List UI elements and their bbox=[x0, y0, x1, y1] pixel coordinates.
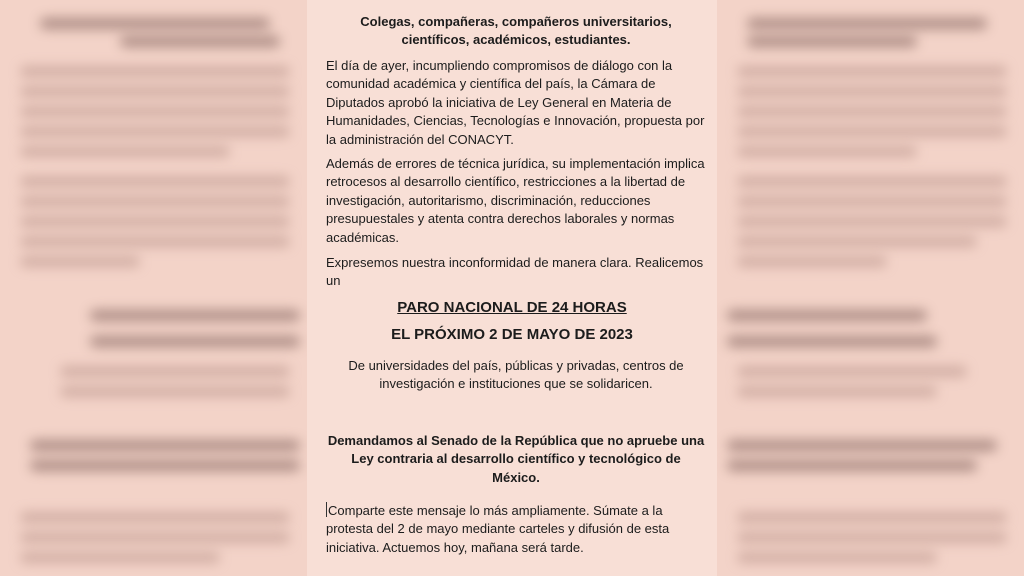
paragraph-criticism: Además de errores de técnica jurídica, su implementación implica retrocesos al desarrollo científico, restricciones a la libertad de investigación, autoritarismo, discriminación, reducciones presupuestales y atenta contra derechos laborales y normas académicas. bbox=[326, 156, 705, 245]
statement-document bbox=[307, 0, 717, 576]
participants: De universidades del país, públicas y privadas, centros de investigación e instituciones que se solidaricen. bbox=[348, 358, 684, 392]
closing-paragraph bbox=[326, 502, 706, 557]
closing-text: Comparte este mensaje lo más ampliamente. Súmate a la protesta del 2 de mayo mediante carteles y difusión de esta iniciativa. Actuemos hoy, mañana será tarde. bbox=[326, 503, 670, 555]
strike-date: EL PRÓXIMO 2 DE MAYO DE 2023 bbox=[391, 326, 633, 343]
paragraph-call: Expresemos nuestra inconformidad de manera clara. Realicemos un bbox=[326, 255, 704, 289]
paragraph-approval: El día de ayer, incumpliendo compromisos de diálogo con la comunidad académica y científica del país, la Cámara de Diputados aprobó la iniciativa de Ley General en Materia de Humanidades, Ciencias, Tecnologías e Innovación, propuesta por la administración del CONACYT. bbox=[326, 58, 705, 147]
greeting: Colegas, compañeras, compañeros universitarios, científicos, académicos, estudiantes. bbox=[360, 14, 672, 48]
demand-statement: Demandamos al Senado de la República que no apruebe una Ley contraria al desarrollo científico y tecnológico de México. bbox=[327, 433, 705, 485]
blurred-background-left bbox=[0, 0, 307, 576]
text-cursor bbox=[326, 502, 327, 517]
strike-title: PARO NACIONAL DE 24 HORAS bbox=[397, 299, 627, 316]
blurred-background-right bbox=[717, 0, 1024, 576]
